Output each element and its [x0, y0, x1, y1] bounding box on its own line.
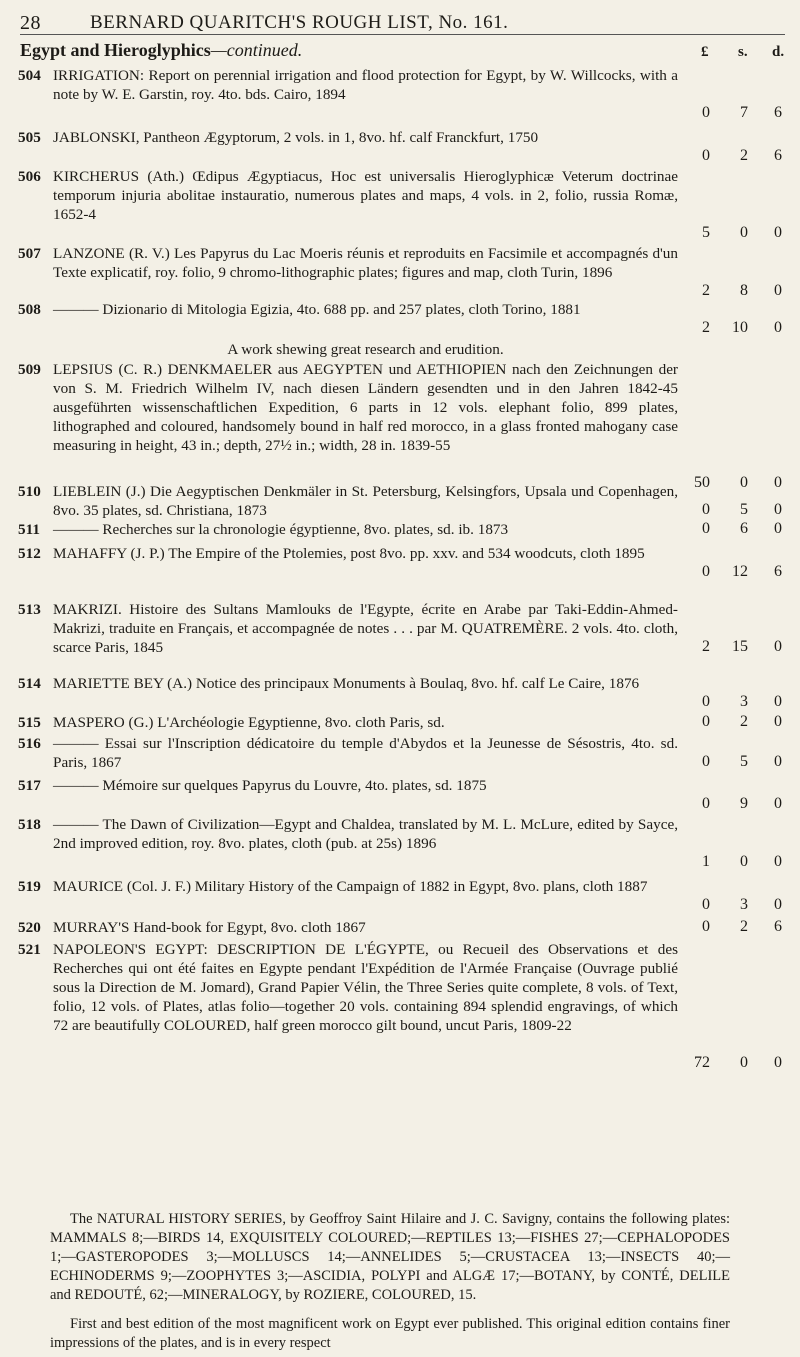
price-d: 6	[774, 918, 782, 935]
price-s: 2	[740, 147, 748, 164]
entry-text: ——— The Dawn of Civilization—Egypt and Chaldea, translated by M. L. McLure, edited by Sayce, 2nd improved edition, roy. 8vo. plates, cloth (pub. at 25s) 1896	[53, 816, 678, 852]
price-d: 6	[774, 563, 782, 580]
price-s: 9	[740, 795, 748, 812]
currency-shillings: s.	[738, 44, 748, 60]
entry-text: LIEBLEIN (J.) Die Aegyptischen Denkmäler in St. Petersburg, Kelsingfors, Upsala und Copenhagen, 8vo. 35 plates, sd. Christiana, 1873	[53, 483, 678, 519]
page-title: BERNARD QUARITCH'S ROUGH LIST, No. 161.	[90, 12, 509, 33]
entry-number: 509	[18, 361, 41, 378]
catalogue-entry	[18, 482, 678, 520]
entry-text: MAHAFFY (J. P.) The Empire of the Ptolemies, post 8vo. pp. xxv. and 534 woodcuts, cloth 1895	[53, 545, 645, 562]
entry-text: NAPOLEON'S EGYPT: DESCRIPTION DE L'ÉGYPTE, ou Recueil des Observations et des Recherches qui ont été faites en Egypte pendant l'Expédition de l'Armée Française (Ouvrage publié sous la Direction de M. Jomard), Grand Papier Vélin, the Three Series quite complete, 8 vols. of Text, folio, 12 vols. of Plates, atlas folio—together 20 vols. containing 894 splendid engravings, of which 72 are beautifully COLOURED, half green morocco gilt bound, uncut Paris, 1809-22	[53, 941, 678, 1034]
entry-number: 505	[18, 129, 41, 146]
entry-text: MARIETTE BEY (A.) Notice des principaux Monuments à Boulaq, 8vo. hf. calf Le Caire, 1876	[53, 675, 640, 692]
price-d: 0	[774, 319, 782, 336]
entry-text: ——— Recherches sur la chronologie égyptienne, 8vo. plates, sd. ib. 1873	[53, 521, 509, 538]
entry-text: MURRAY'S Hand-book for Egypt, 8vo. cloth 1867	[53, 919, 366, 936]
price-d: 0	[774, 713, 782, 730]
entry-text: KIRCHERUS (Ath.) Œdipus Ægyptiacus, Hoc est universalis Hieroglyphicæ Veterum doctrinae temporum injuria abolitae instauratio, numerous plates and maps, 4 vols. in 2, folio, russia Romæ, 1652-4	[53, 168, 678, 223]
catalogue-entry	[18, 66, 678, 104]
catalogue-entry	[18, 128, 678, 147]
price-s: 5	[740, 501, 748, 518]
price-d: 0	[774, 753, 782, 770]
price-s: 5	[740, 753, 748, 770]
price-d: 0	[774, 896, 782, 913]
price-l: 0	[702, 104, 710, 121]
entry-text: ——— Essai sur l'Inscription dédicatoire du temple d'Abydos et la Jeunesse de Sésostris, 4to. sd. Paris, 1867	[53, 735, 678, 771]
price-l: 0	[702, 501, 710, 518]
price-s: 6	[740, 520, 748, 537]
catalogue-entry	[18, 300, 678, 319]
price-d: 0	[774, 1054, 782, 1071]
price-d: 6	[774, 147, 782, 164]
price-l: 0	[702, 693, 710, 710]
catalogue-entry	[18, 340, 678, 359]
catalogue-entry	[18, 734, 678, 772]
price-l: 50	[694, 474, 710, 491]
entry-number: 506	[18, 168, 41, 185]
catalogue-entry	[18, 167, 678, 224]
catalogue-entry	[18, 776, 678, 795]
price-l: 0	[702, 563, 710, 580]
entry-number: 518	[18, 816, 41, 833]
price-s: 7	[740, 104, 748, 121]
entry-number: 510	[18, 483, 41, 500]
currency-pounds: £	[701, 44, 709, 60]
price-d: 0	[774, 282, 782, 299]
entry-number: 511	[18, 521, 40, 538]
price-s: 10	[732, 319, 748, 336]
price-l: 2	[702, 638, 710, 655]
natural-history-note: The NATURAL HISTORY SERIES, by Geoffroy Saint Hilaire and J. C. Savigny, contains the following plates: MAMMALS 8;—BIRDS 14, EXQUISITELY COLOURED;—REPTILES 13;—FISHES 27;—CEPHALOPODES 1;—GASTEROPODES 3;—MOLLUSCS 14;—ANNELIDES 5;—CRUSTACEA 13;—INSECTS 40;—ECHINODERMS 9;—ZOOPHYTES 3;—ASCIDIA, POLYPI and ALGÆ 17;—BOTANY, by CONTÉ, DELILE and REDOUTÉ, 62;—MINERALOGY, by ROZIERE, COLOURED, 15.	[50, 1211, 730, 1303]
price-s: 2	[740, 713, 748, 730]
price-d: 0	[774, 224, 782, 241]
price-d: 0	[774, 693, 782, 710]
price-s: 3	[740, 896, 748, 913]
entry-number: 517	[18, 777, 41, 794]
catalogue-entry	[18, 544, 678, 563]
price-l: 1	[702, 853, 710, 870]
section-suffix: —continued.	[210, 40, 303, 60]
page-number: 28	[20, 12, 41, 34]
entry-number: 516	[18, 735, 41, 752]
price-s: 2	[740, 918, 748, 935]
price-s: 12	[732, 563, 748, 580]
entry-text: MAURICE (Col. J. F.) Military History of the Campaign of 1882 in Egypt, 8vo. plans, cloth 1887	[53, 878, 648, 895]
header-rule	[20, 34, 785, 35]
price-s: 0	[740, 1054, 748, 1071]
price-d: 0	[774, 474, 782, 491]
catalogue-entry	[18, 360, 678, 455]
catalogue-entry	[18, 520, 678, 539]
entry-text: MAKRIZI. Histoire des Sultans Mamlouks de l'Egypte, écrite en Arabe par Taki-Eddin-Ahmed-Makrizi, traduite en Français, et accompagnée de notes . . . par M. QUATREMÈRE. 2 vols. 4to. cloth, scarce Paris, 1845	[53, 601, 678, 656]
entry-number: 514	[18, 675, 41, 692]
price-d: 0	[774, 501, 782, 518]
catalogue-entry	[18, 674, 678, 693]
price-d: 0	[774, 638, 782, 655]
entry-number: 519	[18, 878, 41, 895]
catalogue-entry	[18, 713, 678, 732]
entry-number: 513	[18, 601, 41, 618]
price-l: 0	[702, 520, 710, 537]
section-title: Egypt and Hieroglyphics	[20, 40, 211, 60]
catalogue-entry	[18, 918, 678, 937]
entry-text: ——— Dizionario di Mitologia Egizia, 4to. 688 pp. and 257 plates, cloth Torino, 1881	[53, 301, 581, 318]
catalogue-entry	[18, 940, 678, 1035]
currency-pence: d.	[772, 44, 785, 60]
catalogue-entry	[18, 600, 678, 657]
entry-number: 507	[18, 245, 41, 262]
price-s: 8	[740, 282, 748, 299]
catalogue-entry	[18, 877, 678, 896]
price-s: 15	[732, 638, 748, 655]
section-heading	[20, 40, 302, 61]
entry-number: 521	[18, 941, 41, 958]
entry-number: 508	[18, 301, 41, 318]
entry-text: MASPERO (G.) L'Archéologie Egyptienne, 8vo. cloth Paris, sd.	[53, 714, 445, 731]
price-l: 0	[702, 753, 710, 770]
price-l: 2	[702, 319, 710, 336]
entry-number: 512	[18, 545, 41, 562]
price-l: 0	[702, 918, 710, 935]
price-d: 6	[774, 104, 782, 121]
price-l: 2	[702, 282, 710, 299]
price-d: 0	[774, 795, 782, 812]
entry-text: JABLONSKI, Pantheon Ægyptorum, 2 vols. in 1, 8vo. hf. calf Franckfurt, 1750	[53, 129, 539, 146]
entry-number: 504	[18, 67, 41, 84]
entry-text: ——— Mémoire sur quelques Papyrus du Louvre, 4to. plates, sd. 1875	[53, 777, 487, 794]
price-d: 0	[774, 853, 782, 870]
price-l: 0	[702, 713, 710, 730]
price-l: 72	[694, 1054, 710, 1071]
price-l: 0	[702, 795, 710, 812]
price-s: 0	[740, 474, 748, 491]
price-s: 0	[740, 853, 748, 870]
price-l: 5	[702, 224, 710, 241]
catalogue-entry	[18, 815, 678, 853]
price-l: 0	[702, 896, 710, 913]
entry-text: LANZONE (R. V.) Les Papyrus du Lac Moeris réunis et reproduits en Facsimile et accompagnés d'un Texte explicatif, roy. folio, 9 chromo-lithographic plates; figures and map, cloth Turin, 1896	[53, 245, 678, 281]
catalogue-entry	[18, 244, 678, 282]
entry-number: 515	[18, 714, 41, 731]
price-l: 0	[702, 147, 710, 164]
entry-number: 520	[18, 919, 41, 936]
entry-text: LEPSIUS (C. R.) DENKMAELER aus AEGYPTEN und AETHIOPIEN nach den Zeichnungen der von S. M. Friedrich Wilhelm IV, nach diesen Ländern gesendten und in den Jahren 1842-45 ausgeführten wissenschaftlichen Expedition, 6 parts in 12 vols. elephant folio, 899 plates, lithographed and coloured, handsomely bound in half red morocco, in a glass fronted mahogany case measuring in height, 43 in.; depth, 27½ in.; width, 28 in. 1839-55	[53, 361, 678, 454]
edition-note: First and best edition of the most magnificent work on Egypt ever published. This original edition contains finer impressions of the plates, and is in every respect	[50, 1316, 730, 1351]
price-s: 0	[740, 224, 748, 241]
price-d: 0	[774, 520, 782, 537]
entry-text: A work shewing great research and erudition.	[227, 341, 504, 358]
entry-text: IRRIGATION: Report on perennial irrigation and flood protection for Egypt, by W. Willcocks, with a note by W. E. Garstin, roy. 4to. bds. Cairo, 1894	[53, 67, 678, 103]
price-s: 3	[740, 693, 748, 710]
